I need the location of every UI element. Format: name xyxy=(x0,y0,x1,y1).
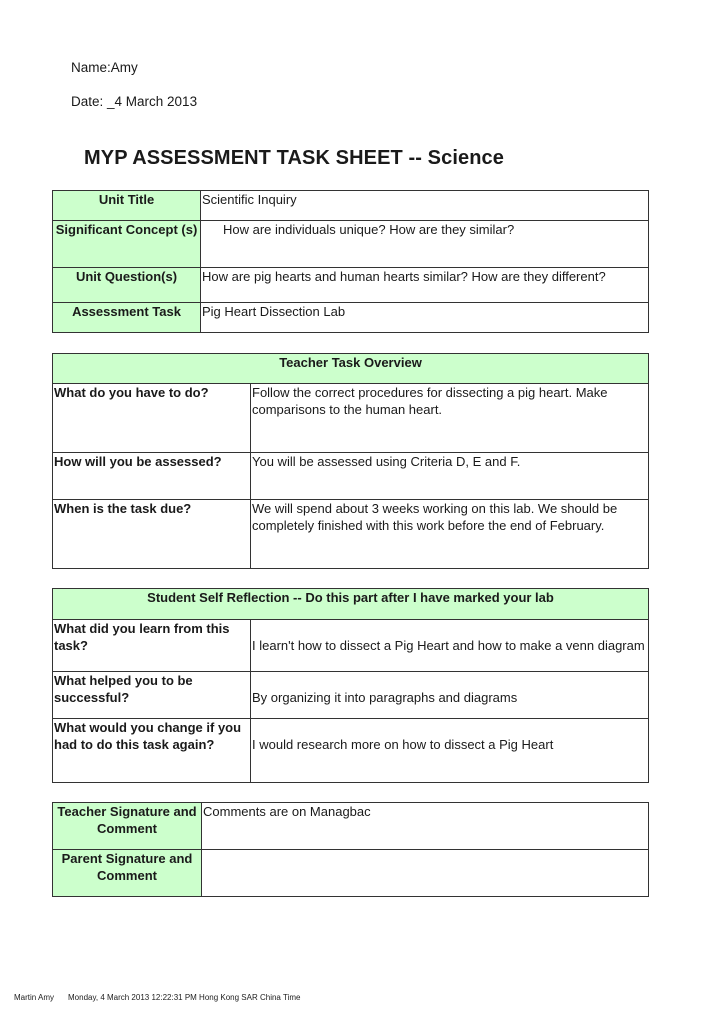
table-row xyxy=(53,191,649,221)
change-value: I would research more on how to dissect a Pig Heart xyxy=(251,719,649,783)
due-value: We will spend about 3 weeks working on this lab. We should be completely finished with this work before the end of February. xyxy=(251,500,649,569)
reflection-heading: Student Self Reflection -- Do this part after I have marked your lab xyxy=(53,589,649,620)
parent-comment-value xyxy=(202,850,649,897)
unit-title-label: Unit Title xyxy=(53,191,201,221)
table-row xyxy=(53,453,649,500)
student-name: Name:Amy xyxy=(71,60,138,75)
overview-heading: Teacher Task Overview xyxy=(53,354,649,384)
footer-author: Martin Amy xyxy=(14,993,55,1002)
learned-label: What did you learn from this task? xyxy=(53,620,251,672)
table-row xyxy=(53,500,649,569)
teacher-signature-label: Teacher Signature and Comment xyxy=(53,803,202,850)
helped-value: By organizing it into paragraphs and diagrams xyxy=(251,672,649,719)
due-label: When is the task due? xyxy=(53,500,251,569)
significant-concept-value: How are individuals unique? How are they similar? xyxy=(201,221,649,268)
parent-signature-label: Parent Signature and Comment xyxy=(53,850,202,897)
table-row xyxy=(53,589,649,620)
table-row xyxy=(53,354,649,384)
unit-question-value: How are pig hearts and human hearts similar? How are they different? xyxy=(201,268,649,303)
table-row xyxy=(53,719,649,783)
table-row xyxy=(53,268,649,303)
unit-title-value: Scientific Inquiry xyxy=(201,191,649,221)
teacher-comment-value: Comments are on Managbac xyxy=(202,803,649,850)
what-to-do-value: Follow the correct procedures for dissecting a pig heart. Make comparisons to the human heart. xyxy=(251,384,649,453)
table-row xyxy=(53,303,649,333)
assessment-task-value: Pig Heart Dissection Lab xyxy=(201,303,649,333)
date-line: Date: _4 March 2013 xyxy=(71,94,198,109)
table-row xyxy=(53,221,649,268)
unit-question-label: Unit Question(s) xyxy=(53,268,201,303)
what-to-do-label: What do you have to do? xyxy=(53,384,251,453)
table-row xyxy=(53,672,649,719)
change-label: What would you change if you had to do this task again? xyxy=(53,719,251,783)
task-overview-table xyxy=(52,353,649,569)
learned-value: I learn't how to dissect a Pig Heart and how to make a venn diagram xyxy=(251,620,649,672)
self-reflection-table xyxy=(52,588,649,783)
footer-timestamp: Monday, 4 March 2013 12:22:31 PM Hong Kong SAR China Time xyxy=(68,993,301,1002)
significant-concept-label: Significant Concept (s) xyxy=(53,221,201,268)
table-row xyxy=(53,803,649,850)
helped-label: What helped you to be successful? xyxy=(53,672,251,719)
table-row xyxy=(53,384,649,453)
assessed-label: How will you be assessed? xyxy=(53,453,251,500)
assessment-task-label: Assessment Task xyxy=(53,303,201,333)
table-row xyxy=(53,850,649,897)
table-row xyxy=(53,620,649,672)
page-title: MYP ASSESSMENT TASK SHEET -- Science xyxy=(84,147,504,169)
assessed-value: You will be assessed using Criteria D, E and F. xyxy=(251,453,649,500)
unit-table xyxy=(52,190,649,333)
signature-table xyxy=(52,802,649,897)
